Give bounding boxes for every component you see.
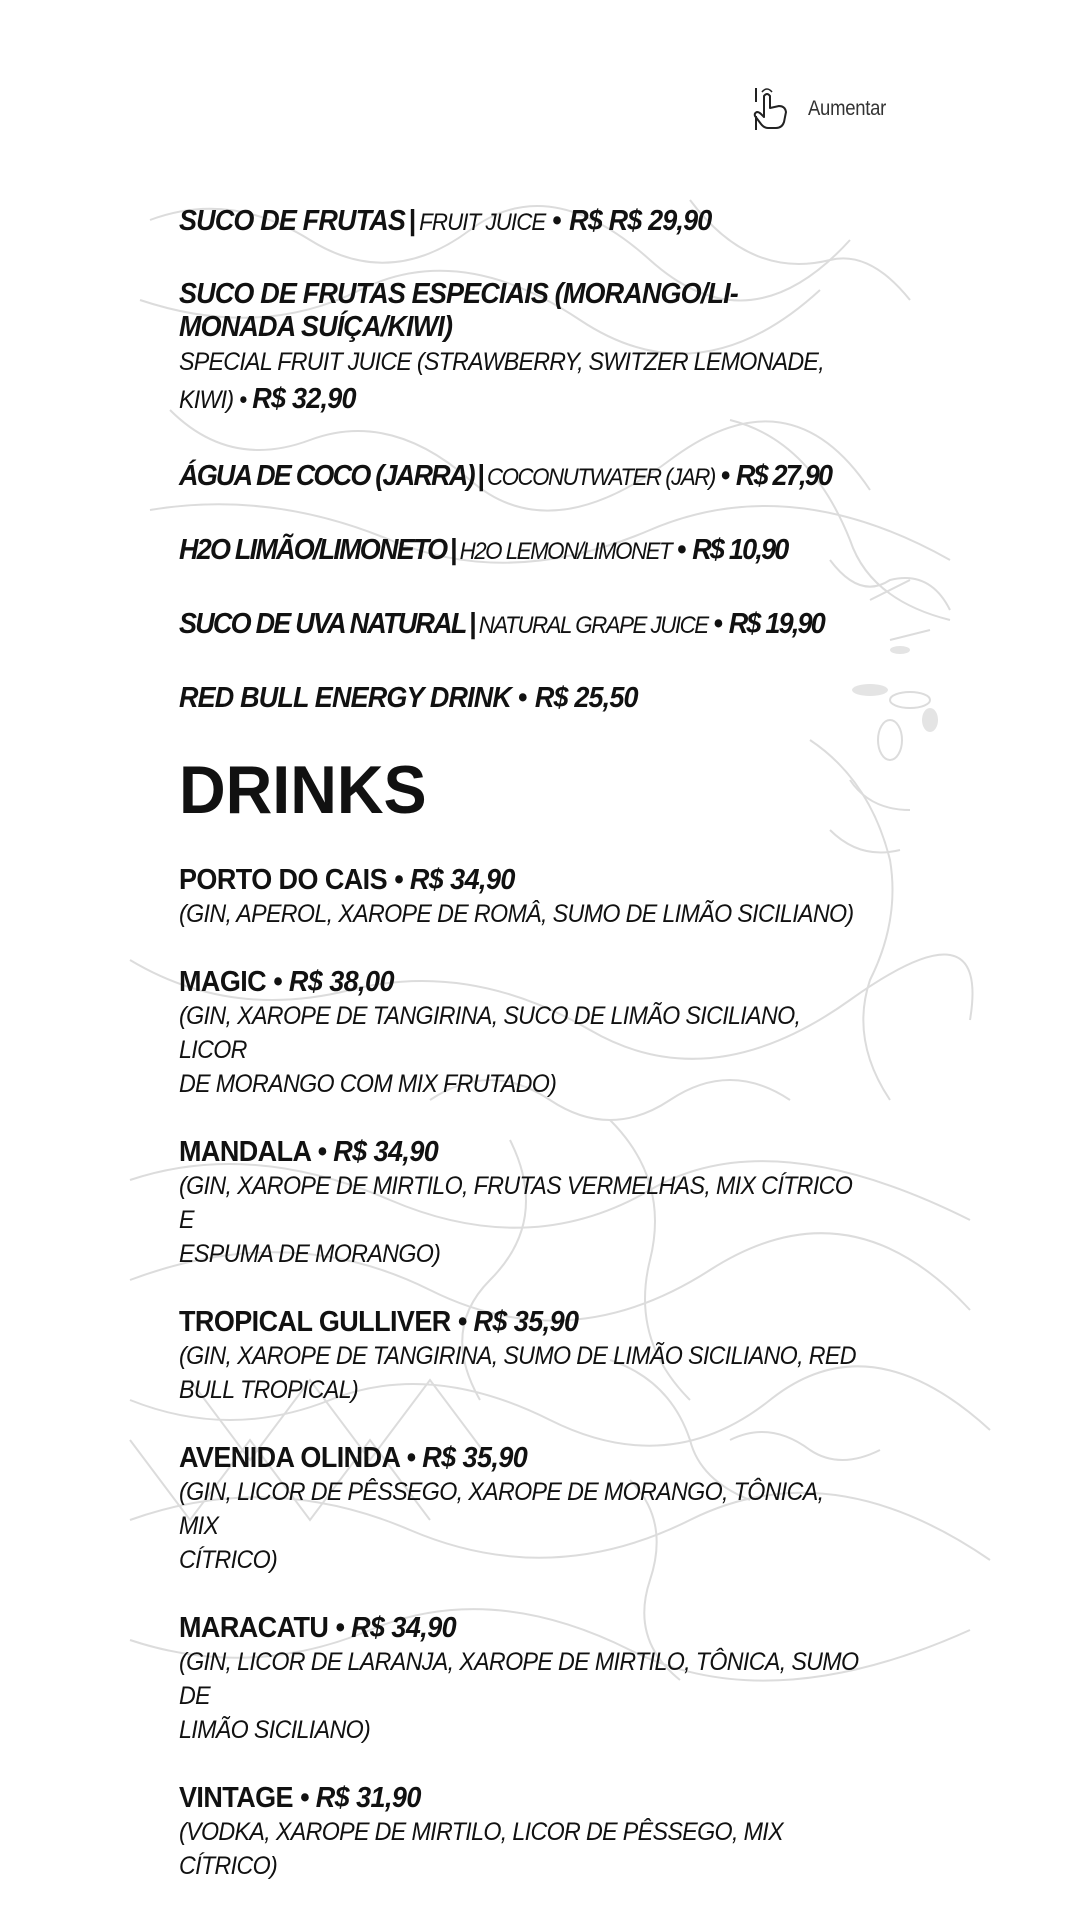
drink-price: R$ 38,00 xyxy=(288,966,394,998)
item-translation-text: SPECIAL FRUIT JUICE (STRAWBERRY, SWITZER LEMONADE, KIWI) xyxy=(179,348,824,414)
drink-name: PORTO DO CAIS xyxy=(179,864,388,896)
drink-title xyxy=(179,1441,895,1475)
zoom-in-button[interactable] xyxy=(752,86,897,132)
dot-separator: • xyxy=(676,534,685,566)
dot-separator: • xyxy=(317,1136,327,1168)
item-translation: H2O LEMON/LIMONET xyxy=(459,538,672,565)
item-translation: COCONUTWATER (JAR) xyxy=(487,464,715,491)
list-item xyxy=(179,204,949,238)
drink-price: R$ 34,90 xyxy=(333,1136,439,1168)
drink-name: VINTAGE xyxy=(179,1782,293,1814)
drink-title xyxy=(179,1135,895,1169)
dot-separator: • xyxy=(239,386,247,414)
drink-name: TROPICAL GULLIVER xyxy=(179,1306,451,1338)
list-item xyxy=(179,863,949,931)
dot-separator: • xyxy=(393,864,403,896)
item-price: R$ 19,90 xyxy=(728,608,825,640)
touch-zoom-icon xyxy=(752,86,796,132)
list-item xyxy=(179,278,949,419)
separator: | xyxy=(408,205,416,237)
item-price: R$ 25,50 xyxy=(534,682,638,714)
juice-line xyxy=(179,607,895,643)
drink-price: R$ 31,90 xyxy=(315,1782,421,1814)
drink-title xyxy=(179,1781,895,1815)
menu-content xyxy=(179,204,949,1917)
drink-ingredients: (VODKA, XAROPE DE MIRTILO, LICOR DE PÊSSEGO, MIX CÍTRICO) xyxy=(179,1818,783,1880)
item-price: R$ 27,90 xyxy=(735,460,832,492)
drink-name: MAGIC xyxy=(179,966,267,998)
drink-price: R$ 35,90 xyxy=(473,1306,579,1338)
item-name: H2O LIMÃO/LIMONETO xyxy=(179,534,447,566)
dot-separator: • xyxy=(273,966,282,998)
list-item xyxy=(179,607,949,641)
list-item xyxy=(179,1305,949,1407)
item-name: SUCO DE FRUTAS xyxy=(179,205,406,237)
drink-title xyxy=(179,1305,895,1339)
list-item xyxy=(179,1781,949,1883)
drink-ingredients: (GIN, XAROPE DE TANGIRINA, SUMO DE LIMÃO SICILIANO, RED BULL TROPICAL) xyxy=(179,1342,856,1404)
item-translation: FRUIT JUICE xyxy=(419,209,546,236)
dot-separator: • xyxy=(720,460,729,492)
dot-separator: • xyxy=(713,608,722,640)
separator: | xyxy=(477,460,484,492)
section-title: DRINKS xyxy=(179,752,427,828)
drink-ingredients: (GIN, LICOR DE LARANJA, XAROPE DE MIRTILO, TÔNICA, SUMO DE LIMÃO SICILIANO) xyxy=(179,1648,859,1744)
item-price: R$ 32,90 xyxy=(252,383,356,415)
drink-price: R$ 34,90 xyxy=(409,864,515,896)
item-name: SUCO DE FRUTAS ESPECIAIS (MORANGO/LI- MONADA SUÍÇA/KIWI) xyxy=(179,278,738,343)
dot-separator: • xyxy=(406,1442,416,1474)
item-translation xyxy=(179,344,849,419)
drink-ingredients: (GIN, APEROL, XAROPE DE ROMÂ, SUMO DE LIMÃO SICILIANO) xyxy=(179,900,854,928)
drink-ingredients: (GIN, XAROPE DE TANGIRINA, SUCO DE LIMÃO SICILIANO, LICOR DE MORANGO COM MIX FRUTADO) xyxy=(179,1002,801,1098)
menu-page xyxy=(130,180,968,1880)
item-translation: NATURAL GRAPE JUICE xyxy=(478,612,708,639)
juice-line xyxy=(179,533,895,569)
list-item xyxy=(179,533,949,567)
drink-name: MANDALA xyxy=(179,1136,311,1168)
zoom-label: Aumentar xyxy=(808,97,887,120)
item-name: SUCO DE UVA NATURAL xyxy=(179,608,466,640)
dot-separator: • xyxy=(335,1612,345,1644)
drink-ingredients: (GIN, LICOR DE PÊSSEGO, XAROPE DE MORANGO, TÔNICA, MIX CÍTRICO) xyxy=(179,1478,824,1574)
drink-name: AVENIDA OLINDA xyxy=(179,1442,400,1474)
item-price: R$ R$ 29,90 xyxy=(569,205,712,237)
drink-title xyxy=(179,863,895,897)
drink-price: R$ 35,90 xyxy=(422,1442,528,1474)
juice-line xyxy=(179,681,895,715)
list-item xyxy=(179,1441,949,1577)
dot-separator: • xyxy=(552,205,561,237)
item-price: R$ 10,90 xyxy=(692,534,788,566)
item-name: ÁGUA DE COCO (JARRA) xyxy=(179,460,474,492)
item-name: RED BULL ENERGY DRINK xyxy=(179,682,512,714)
dot-separator: • xyxy=(517,682,527,714)
dot-separator: • xyxy=(457,1306,467,1338)
drink-name: MARACATU xyxy=(179,1612,329,1644)
drink-ingredients: (GIN, XAROPE DE MIRTILO, FRUTAS VERMELHAS, MIX CÍTRICO E ESPUMA DE MORANGO) xyxy=(179,1172,853,1268)
separator: | xyxy=(450,534,456,566)
list-item xyxy=(179,681,949,715)
list-item xyxy=(179,965,949,1101)
separator: | xyxy=(469,608,476,640)
drink-title xyxy=(179,965,895,999)
drink-price: R$ 34,90 xyxy=(351,1612,457,1644)
dot-separator: • xyxy=(299,1782,309,1814)
drink-title xyxy=(179,1611,895,1645)
juice-line xyxy=(179,204,895,240)
list-item xyxy=(179,1611,949,1747)
juice-line xyxy=(179,459,895,495)
list-item xyxy=(179,1135,949,1271)
list-item xyxy=(179,459,949,493)
